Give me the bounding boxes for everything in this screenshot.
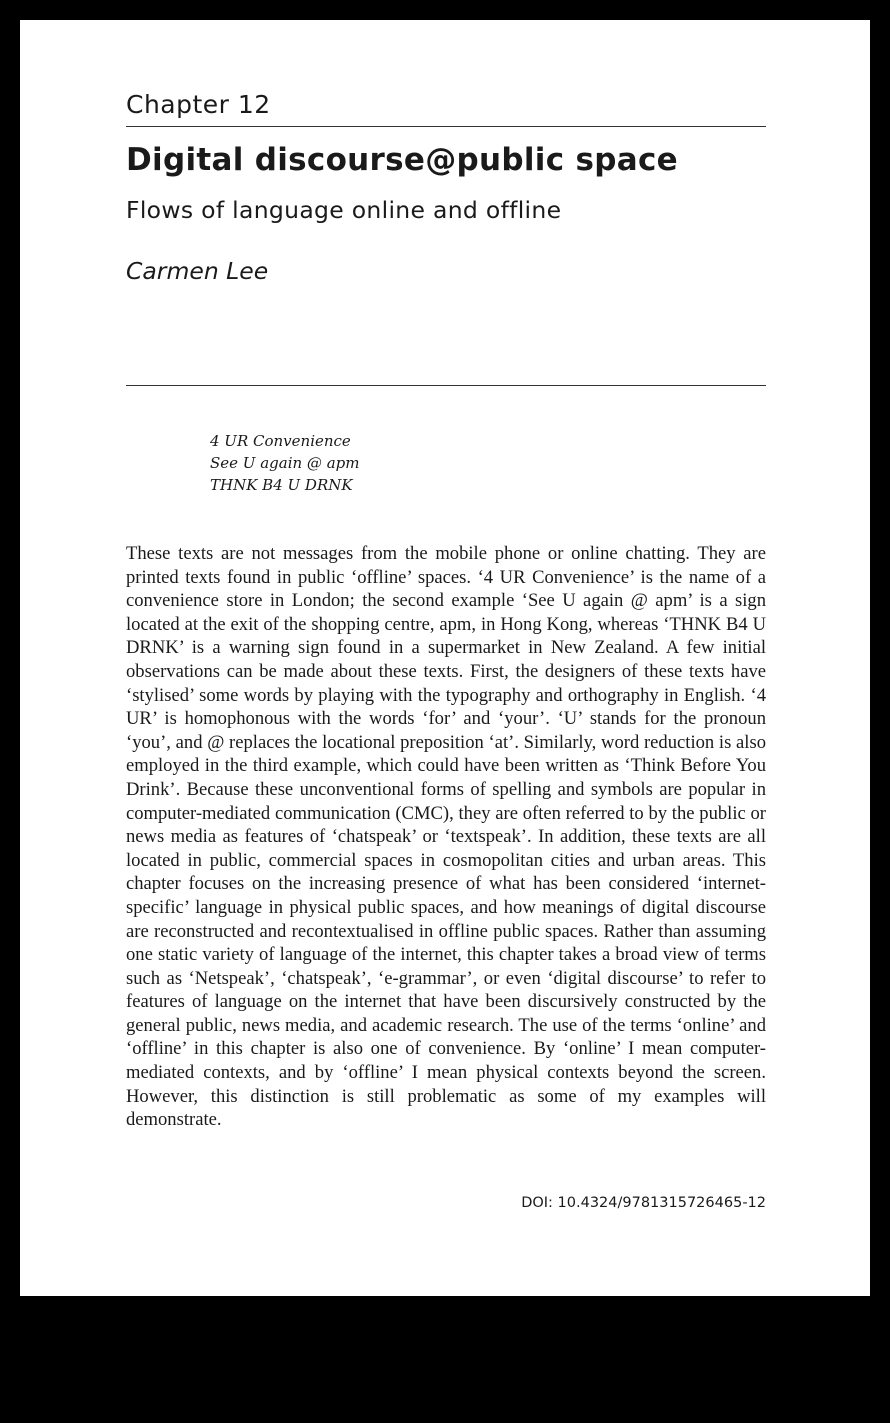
body-paragraph: These texts are not messages from the mobile phone or online chatting. They are printed texts found in public ‘offline’ spaces. ‘4 UR Convenience’ is the name of a convenience store in London; the second example ‘See U again @ apm’ is a sign located at the exit of the shopping centre, apm, in Hong Kong, whereas ‘THNK B4 U DRNK’ is a warning sign found in a supermarket in New Zealand. A few initial observations can be made about these texts. First, the designers of these texts have ‘stylised’ some words by playing with the typography and orthography in English. ‘4 UR’ is homophonous with the words ‘for’ and ‘your’. ‘U’ stands for the pronoun ‘you’, and @ replaces the locational preposition ‘at’. Similarly, word reduction is also employed in the third example, which could have been written as ‘Think Before You Drink’. Because these unconventional forms of spelling and symbols are popular in computer-mediated communication (CMC), they are often referred to by the public or news media as features of ‘chatspeak’ or ‘textspeak’. In addition, these texts are all located in public, commercial spaces in cosmopolitan cities and urban areas. This chapter focuses on the increasing presence of what has been considered ‘internet-specific’ language in physical public spaces, and how meanings of digital discourse are reconstructed and recontextualised in offline public spaces. Rather than assuming one static variety of language of the internet, this chapter takes a broad view of terms such as ‘Netspeak’, ‘chatspeak’, ‘e-grammar’, or even ‘digital discourse’ to refer to features of language on the internet that have been discursively constructed by the general public, news media, and academic research. The use of the terms ‘online’ and ‘offline’ in this chapter is also one of convenience. By ‘online’ I mean computer-mediated contexts, and by ‘offline’ I mean physical contexts beyond the screen. However, this distinction is still problematic as some of my examples will demonstrate. [126, 543, 766, 1131]
header-bottom-rule [126, 385, 766, 386]
epigraph [210, 430, 359, 496]
chapter-label: Chapter 12 [126, 90, 271, 119]
epigraph-line: THNK B4 U DRNK [210, 476, 353, 494]
chapter-subtitle: Flows of language online and offline [126, 196, 562, 224]
epigraph-line: See U again @ apm [210, 454, 360, 472]
epigraph-line: 4 UR Convenience [210, 432, 351, 450]
chapter-title: Digital discourse@public space [126, 142, 678, 178]
book-page [20, 20, 870, 1296]
chapter-author: Carmen Lee [126, 257, 269, 285]
top-rule [126, 126, 766, 127]
doi-footer: DOI: 10.4324/9781315726465-12 [521, 1195, 766, 1211]
